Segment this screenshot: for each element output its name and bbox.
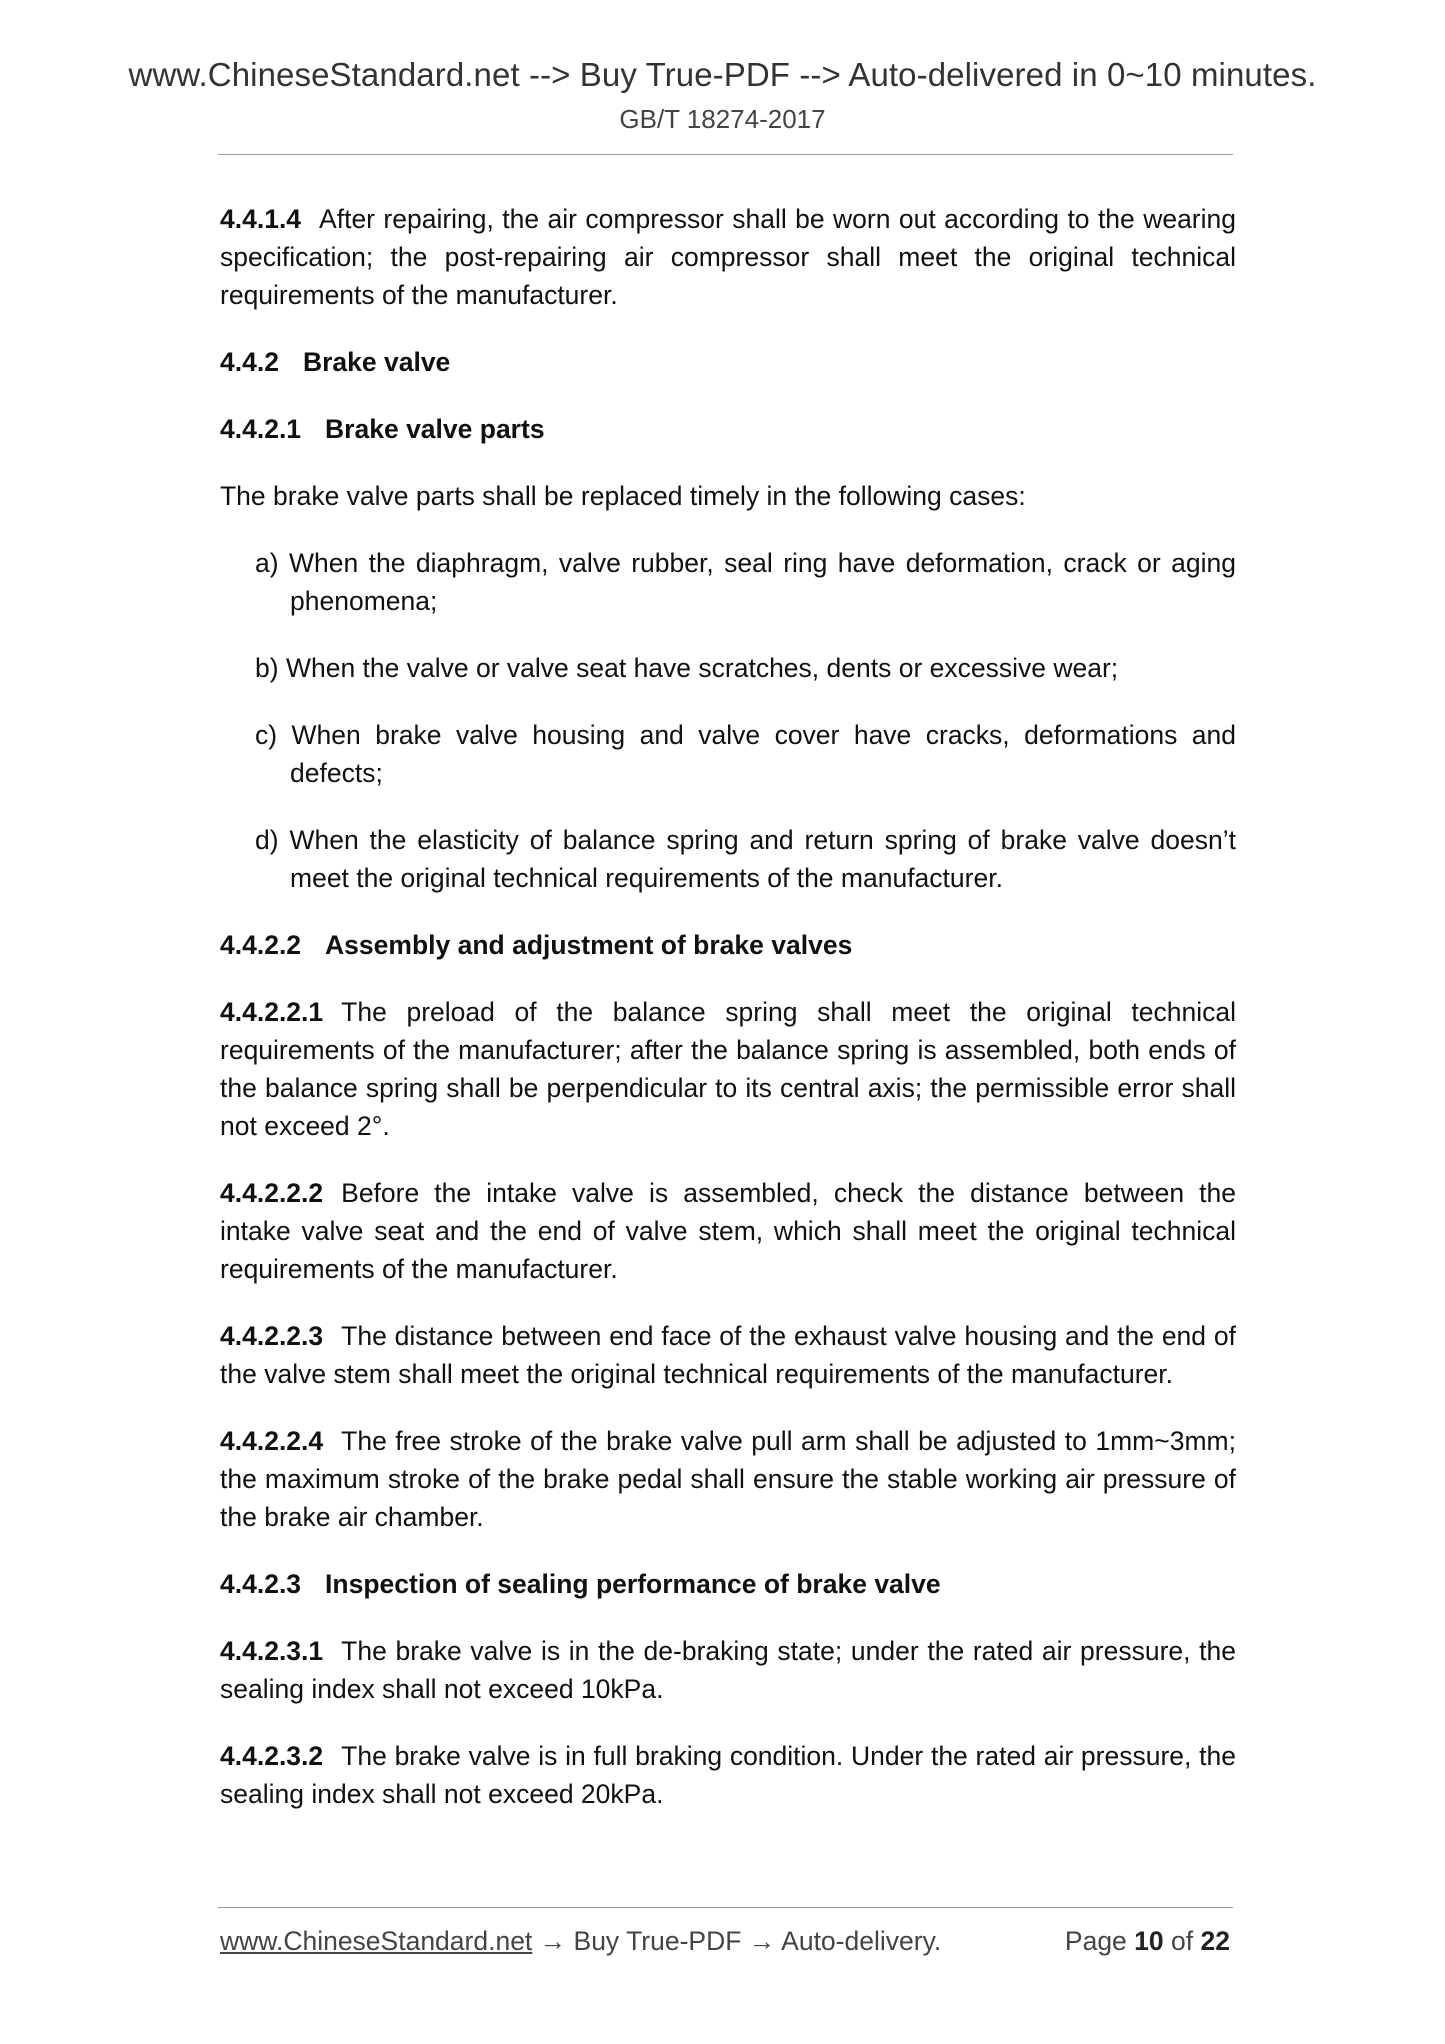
clause-text: The brake valve is in full braking condition. Under the rated air pressure, the sealing index shall not exceed 20kPa.	[220, 1741, 1236, 1809]
heading-number: 4.4.2.1	[220, 414, 302, 444]
list-marker: a)	[255, 548, 279, 578]
document-body	[220, 200, 1236, 1842]
heading-4-4-2-2	[220, 926, 1236, 964]
list-item-a	[220, 544, 1236, 620]
list-marker: b)	[255, 653, 279, 683]
clause-number: 4.4.2.2.1	[220, 997, 324, 1027]
list-text: When the valve or valve seat have scratches, dents or excessive wear;	[285, 653, 1119, 683]
standard-code: GB/T 18274-2017	[619, 104, 826, 134]
clause-text: Before the intake valve is assembled, check the distance between the intake valve seat and the end of valve stem, which shall meet the original technical requirements of the manufacturer.	[220, 1178, 1236, 1284]
clause-text: The brake valve is in the de-braking state; under the rated air pressure, the sealing index shall not exceed 10kPa.	[220, 1636, 1236, 1704]
footer-promo-text: → Buy True-PDF → Auto-delivery.	[532, 1926, 942, 1956]
page-total: 22	[1200, 1926, 1230, 1956]
heading-4-4-2-1	[220, 410, 1236, 448]
heading-4-4-2	[220, 343, 1236, 381]
intro-paragraph: The brake valve parts shall be replaced timely in the following cases:	[220, 481, 1026, 511]
page-label: Page	[1064, 1926, 1127, 1956]
clause-number: 4.4.1.4	[220, 204, 302, 234]
list-marker: d)	[255, 825, 279, 855]
heading-number: 4.4.2	[220, 347, 279, 377]
clause-text: The distance between end face of the exhaust valve housing and the end of the valve stem shall meet the original technical requirements of the manufacturer.	[220, 1321, 1236, 1389]
clause-4-4-2-2-2	[220, 1174, 1236, 1288]
footer-divider	[218, 1907, 1233, 1908]
heading-text: Inspection of sealing performance of brake valve	[325, 1569, 941, 1599]
page-indicator	[1065, 1926, 1230, 1957]
heading-4-4-2-3	[220, 1565, 1236, 1603]
clause-number: 4.4.2.3.2	[220, 1741, 324, 1771]
clause-number: 4.4.2.2.3	[220, 1321, 324, 1351]
clause-text: The free stroke of the brake valve pull arm shall be adjusted to 1mm~3mm; the maximum stroke of the brake pedal shall ensure the stable working air pressure of the brake air chamber.	[220, 1426, 1236, 1532]
clause-number: 4.4.2.2.4	[220, 1426, 324, 1456]
clause-4-4-2-3-1	[220, 1632, 1236, 1708]
header-banner: www.ChineseStandard.net --> Buy True-PDF --> Auto-delivered in 0~10 minutes.	[128, 56, 1317, 93]
heading-number: 4.4.2.2	[220, 930, 302, 960]
clause-number: 4.4.2.2.2	[220, 1178, 324, 1208]
footer-promo	[220, 1926, 941, 1957]
list-item-b	[220, 649, 1236, 687]
page-number: 10	[1134, 1926, 1164, 1956]
list-item-c	[220, 716, 1236, 792]
header-divider	[218, 154, 1233, 155]
clause-text: After repairing, the air compressor shall be worn out according to the wearing specification; the post-repairing air compressor shall meet the original technical requirements of the manufacturer.	[220, 204, 1236, 310]
heading-text: Assembly and adjustment of brake valves	[325, 930, 853, 960]
clause-4-4-1-4	[220, 200, 1236, 314]
clause-text: The preload of the balance spring shall meet the original technical requirements of the manufacturer; after the balance spring is assembled, both ends of the balance spring shall be perpendicular to its central axis; the permissible error shall not exceed 2°.	[220, 997, 1236, 1141]
list-item-d	[220, 821, 1236, 897]
heading-text: Brake valve	[302, 347, 451, 377]
clause-4-4-2-3-2	[220, 1737, 1236, 1813]
clause-4-4-2-2-3	[220, 1317, 1236, 1393]
list-marker: c)	[255, 720, 278, 750]
clause-number: 4.4.2.3.1	[220, 1636, 324, 1666]
clause-4-4-2-2-1	[220, 993, 1236, 1145]
heading-text: Brake valve parts	[325, 414, 545, 444]
clause-4-4-2-2-4	[220, 1422, 1236, 1536]
list-text: When the elasticity of balance spring and return spring of brake valve doesn’t meet the original technical requirements of the manufacturer.	[289, 825, 1236, 893]
footer-site-link[interactable]: www.ChineseStandard.net	[220, 1926, 533, 1956]
heading-number: 4.4.2.3	[220, 1569, 302, 1599]
list-text: When brake valve housing and valve cover have cracks, deformations and defects;	[290, 720, 1236, 788]
of-label: of	[1171, 1926, 1194, 1956]
list-text: When the diaphragm, valve rubber, seal ring have deformation, crack or aging phenomena;	[289, 548, 1236, 616]
